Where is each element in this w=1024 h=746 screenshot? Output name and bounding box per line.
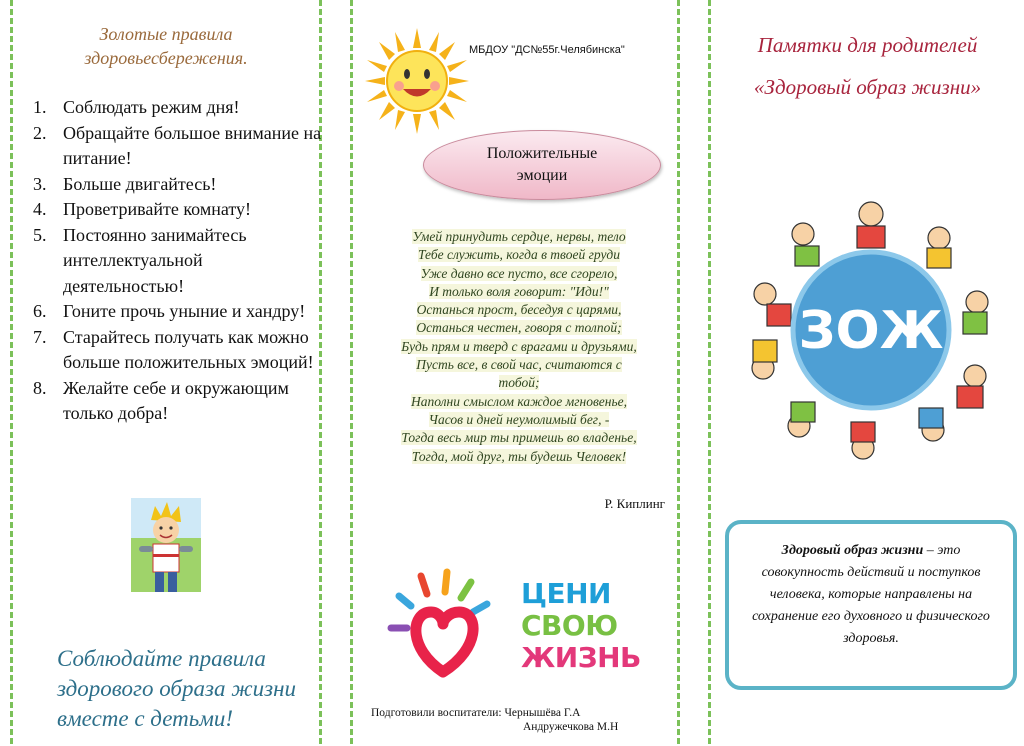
list-item [33,376,325,427]
item-text: Больше двигайтесь! [63,173,217,194]
footer-line1: Соблюдайте правила [57,646,266,671]
item-number: 1. [33,97,47,117]
topic-line2: эмоции [516,167,568,184]
slogan [521,578,641,674]
item-text: Проветривайте комнату! [63,199,251,219]
sun-icon [363,26,471,136]
item-text: Соблюдать режим дня! [63,97,240,117]
list-item [33,299,325,325]
list-item [33,197,325,223]
definition-box [725,520,1017,690]
slogan-line2: СВОЮ [521,609,618,642]
topic-line1: Положительные [486,145,598,162]
poem [359,228,679,466]
slogan-line3: ЖИЗНЬ [521,641,641,674]
prepared-by [371,706,618,734]
slogan-line1: ЦЕНИ [521,577,611,610]
item-number: 2. [33,122,47,143]
list-item [33,223,325,300]
poem-author: Р. Киплинг [604,496,665,511]
rules-panel [10,0,322,744]
children-circle-illustration [743,190,999,466]
item-number: 4. [33,199,47,219]
poem-line: Наполни смыслом каждое мгновенье, [410,393,627,409]
rules-title [13,22,319,70]
cover-panel [708,0,1024,744]
definition-text: – это совокупность действий и поступков человека, которые направлены на сохранение его духовного и физического здоровья. [752,543,990,646]
emotions-panel [350,0,680,744]
poem-line: Уже давно все пусто, все сгорело, [420,265,618,281]
organization-name: МБДОУ "ДС№55г.Челябинска" [469,44,625,56]
item-text: Постоянно занимайтесь интеллектуальной деятельностью! [63,224,247,296]
prepared-line1: Подготовили воспитатели: Чернышёва Г.А [371,707,581,719]
footer-line3: вместе с детьми! [57,706,234,731]
list-item [33,121,325,172]
cover-title [711,24,1024,108]
poem-line: Будь прям и тверд с врагами и друзьями, [401,338,637,354]
prepared-line2: Андружечкова М.Н [523,721,619,733]
item-number: 7. [33,326,47,347]
item-text: Гоните прочь уныние и хандру! [63,301,306,321]
item-number: 3. [33,173,47,194]
item-text: Обращайте большое внимание на питание! [63,122,322,168]
item-text: Старайтесь получать как можно больше положительных эмоций! [63,326,314,372]
definition-term: Здоровый образ жизни [781,543,924,558]
item-text: Желайте себе и окружающим только добра! [63,377,289,423]
footer-line2: здорового образа жизни [57,676,296,701]
rules-title-line2: здоровьесбережения. [84,48,248,68]
poem-line: Останься прост, беседуя с царями, [416,302,622,318]
rules-list [33,95,325,427]
poem-line: Часов и дней неумолимый бег, - [428,411,610,427]
poem-line: Тогда, мой друг, ты будешь Человек! [411,448,627,464]
boy-illustration [131,498,201,592]
list-item [33,172,325,198]
item-number: 5. [33,224,47,245]
heart-logo [387,568,499,678]
topic-badge [423,130,661,200]
poem-line: Тогда весь мир ты примешь во владенье, [401,430,637,446]
poem-line: Останься честен, говоря с толпой; [416,320,622,336]
list-item [33,325,325,376]
zoj-label: ЗОЖ [798,301,944,361]
rules-title-line1: Золотые правила [99,24,233,44]
poem-line: Пусть все, в свой час, считаются с [416,357,622,373]
poem-line: Умей принудить сердце, нервы, тело [412,229,626,244]
poem-line: тобой; [498,375,540,391]
poem-line: Тебе служить, когда в твоей груди [418,247,620,263]
cover-title-line1: Памятки для родителей [757,33,978,57]
item-number: 6. [33,301,47,321]
item-number: 8. [33,377,47,398]
poem-line: И только воля говорит: "Иди!" [429,283,609,299]
list-item [33,95,325,121]
cover-title-line2: «Здоровый образ жизни» [753,75,982,99]
footer-slogan [57,644,327,734]
